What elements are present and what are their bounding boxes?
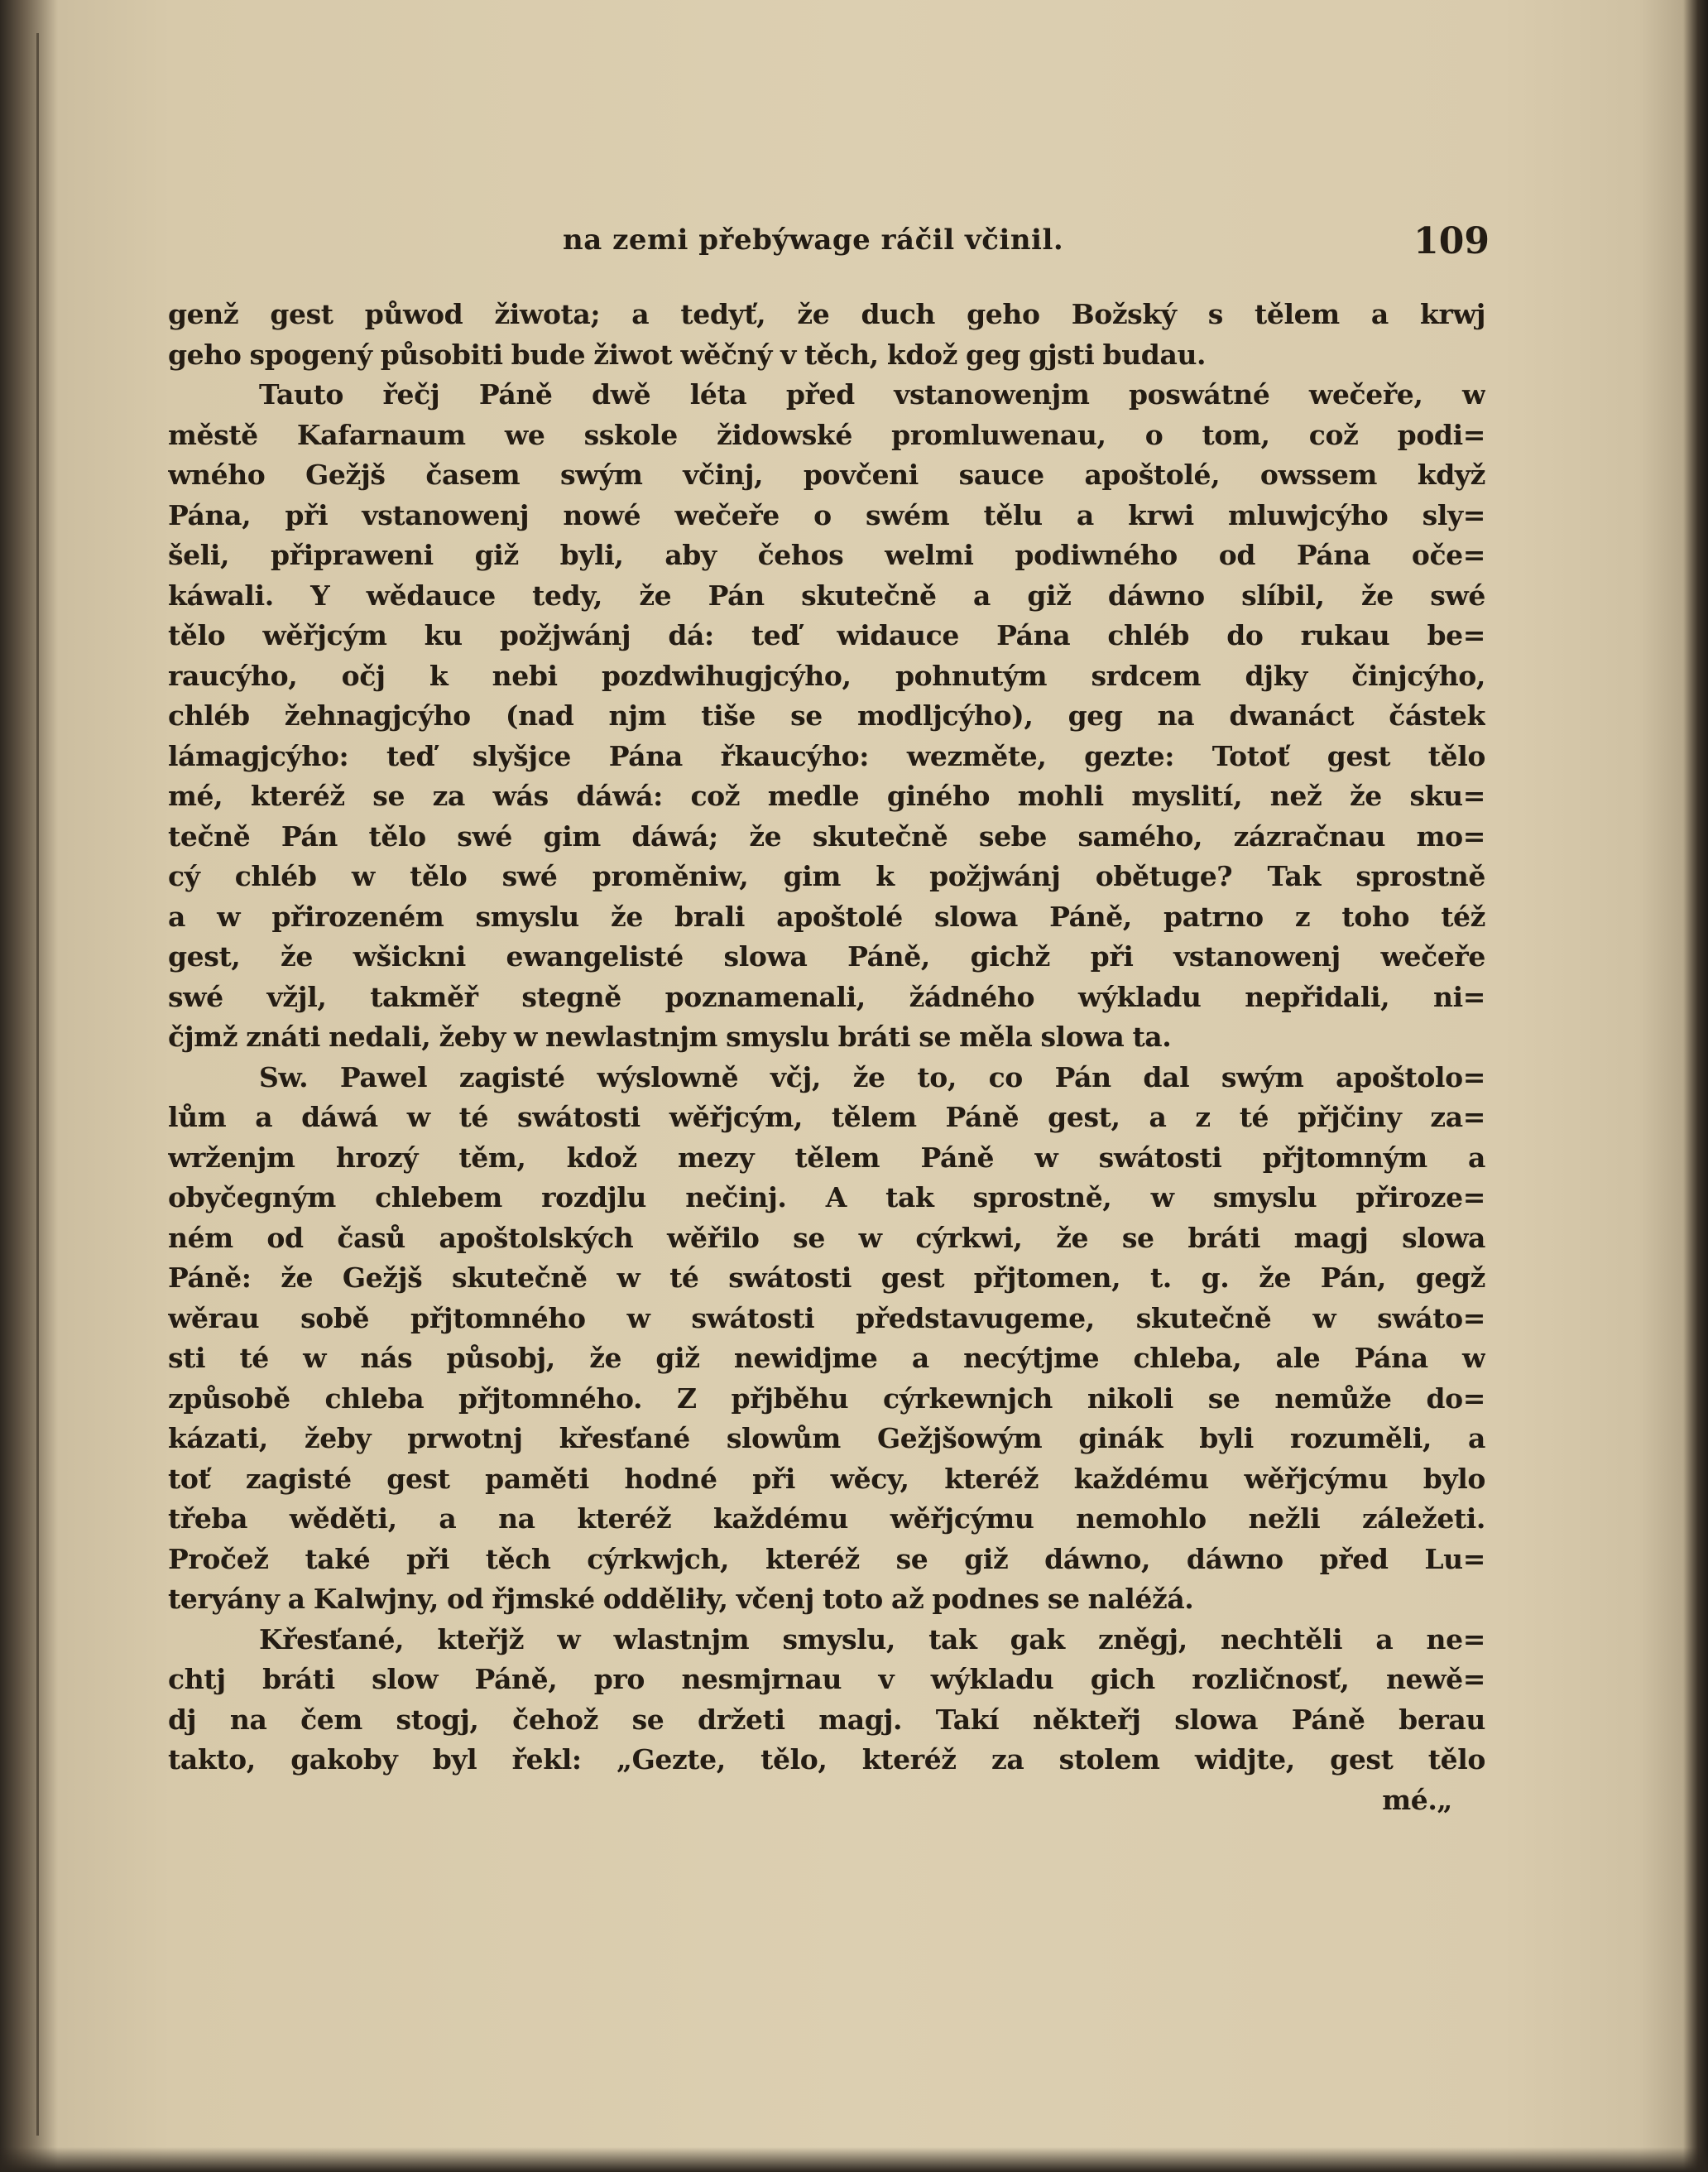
page-number: 109 [1413, 220, 1490, 262]
text-line: wného Gežjš časem swým včinj, povčeni sauce apoštolé, owssem když [168, 459, 1485, 491]
text-line: sti té w nás působj, že giž newidjme a necýtjme chleba, ale Pána w [168, 1342, 1485, 1374]
text-line: obyčegným chlebem rozdjlu nečinj. A tak sprostně, w smyslu přiroze= [168, 1181, 1485, 1213]
text-line: dj na čem stogj, čehož se držeti magj. Takí někteřj slowa Páně berau [168, 1703, 1485, 1736]
text-line: ném od časů apoštolských wěřilo se w cýrkwi, že se bráti magj slowa [168, 1221, 1485, 1254]
text-line: Páně: že Gežjš skutečně w té swátosti gest přjtomen, t. g. že Pán, gegž [168, 1261, 1485, 1294]
text-line: chléb žehnagjcýho (nad njm tiše se modljcýho), geg na dwanáct částek [168, 699, 1485, 732]
text-line: wrženjm hrozý těm, kdož mezy tělem Páně w swátosti přjtomným a [168, 1141, 1485, 1174]
text-line: cý chléb w tělo swé proměniw, gim k požjwánj obětuge? Tak sprostně [168, 860, 1485, 892]
binding-edge [36, 33, 39, 2136]
text-line: lům a dáwá w té swátosti wěřjcým, tělem Páně gest, a z té přjčiny za= [168, 1101, 1485, 1133]
text-line: městě Kafarnaum we sskole židowské promluwenau, o tom, což podi= [168, 418, 1485, 451]
text-line: raucýho, očj k nebi pozdwihugjcýho, pohnutým srdcem djky činjcýho, [168, 659, 1485, 692]
paragraph-start-line: Křesťané, kteřjž w wlastnjm smyslu, tak gak zněgj, nechtěli a ne= [259, 1622, 1485, 1655]
body-text [168, 295, 1485, 1820]
text-line: geho spogený působiti bude žiwot wěčný v těch, kdož geg gjsti budau. [168, 338, 1207, 371]
text-line: Pročež také při těch cýrkwjch, kteréž se giž dáwno, dáwno před Lu= [168, 1542, 1485, 1575]
text-line: teryány a Kalwjny, od řjmské odděliły, včenj toto až podnes se naléžá. [168, 1583, 1194, 1615]
gutter-shadow [0, 0, 58, 2172]
page-header [166, 217, 1490, 275]
text-line: chtj bráti slow Páně, pro nesmjrnau v wýkladu gich rozličnosť, newě= [168, 1663, 1485, 1695]
text-line: mé, kteréž se za wás dáwá: což medle giného mohli myslití, než že sku= [168, 780, 1485, 812]
paragraph-start-line: Tauto řečj Páně dwě léta před vstanowenjm poswátné wečeře, w [259, 378, 1485, 411]
text-line: tečně Pán tělo swé gim dáwá; že skutečně sebe samého, zázračnau mo= [168, 819, 1485, 853]
text-line: takto, gakoby byl řekl: „Gezte, tělo, kteréž za stolem widjte, gest tělo [168, 1743, 1485, 1776]
text-line: káwali. Y wědauce tedy, že Pán skutečně a giž dáwno slíbil, že swé [168, 579, 1485, 612]
text-line: toť zagisté gest paměti hodné při wěcy, kteréž každému wěřjcýmu bylo [168, 1462, 1485, 1495]
paragraph-start-line: Sw. Pawel zagisté wýslowně včj, že to, co Pán dal swým apoštolo= [259, 1060, 1485, 1093]
text-line: gest, že wšickni ewangelisté slowa Páně, gichž při vstanowenj wečeře [168, 940, 1485, 973]
text-line: a w přirozeném smyslu že brali apoštolé slowa Páně, patrno z toho též [168, 900, 1485, 933]
catchword-line: mé.„ [1382, 1783, 1452, 1816]
page-edge-bottom [0, 2147, 1708, 2172]
page-edge-right [1683, 0, 1708, 2172]
text-line: lámagjcýho: teď slyšjce Pána řkaucýho: wezměte, gezte: Totoť gest tělo [168, 739, 1485, 772]
text-line: kázati, žeby prwotnj křesťané slowům Gežjšowým ginák byli rozuměli, a [168, 1422, 1485, 1454]
text-line: způsobě chleba přjtomného. Z přjběhu cýrkewnjch nikoli se nemůže do= [168, 1382, 1485, 1415]
text-line: genž gest půwod žiwota; a tedyť, že duch geho Božský s tělem a krwj [168, 298, 1485, 330]
text-line: swé vžjl, takměř stegně poznamenali, žádného wýkladu nepřidali, ni= [168, 980, 1485, 1013]
text-line: tělo wěřjcým ku požjwánj dá: teď widauce Pána chléb do rukau be= [168, 619, 1485, 651]
running-head: na zemi přebýwage ráčil včinil. [563, 223, 1064, 257]
text-line: šeli, připraweni giž byli, aby čehos welmi podiwného od Pána oče= [168, 539, 1485, 571]
text-line: wěrau sobě přjtomného w swátosti představugeme, skutečně w swáto= [168, 1301, 1485, 1334]
text-line: Pána, při vstanowenj nowé wečeře o swém tělu a krwi mluwjcýho sly= [168, 498, 1485, 531]
text-line: čjmž znáti nedali, žeby w newlastnjm smyslu bráti se měla slowa ta. [168, 1021, 1172, 1053]
text-line: třeba wěděti, a na kteréž každému wěřjcýmu nemohlo nežli záležeti. [168, 1502, 1485, 1535]
